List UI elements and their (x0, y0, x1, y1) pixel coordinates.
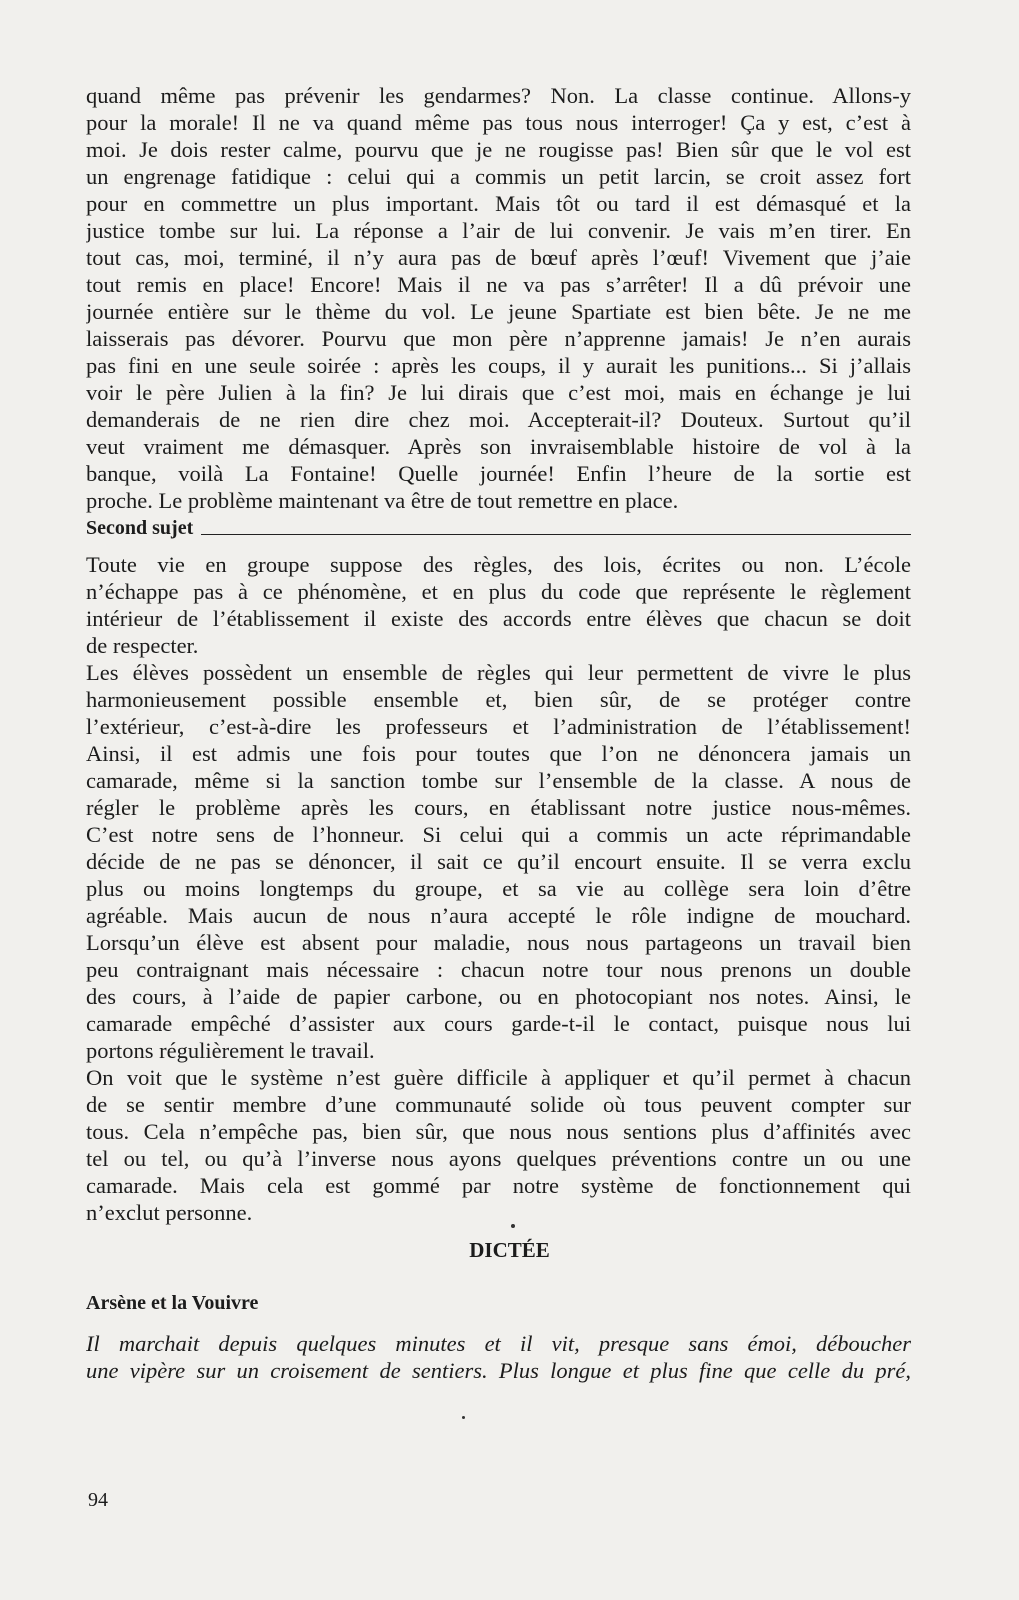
text-line: intérieur de l’établissement il existe des accords entre élèves que chacun se doit (86, 606, 911, 631)
second-subject-heading-row (86, 510, 911, 540)
text-line: Toute vie en groupe suppose des règles, des lois, écrites ou non. L’école (86, 552, 911, 577)
text-line: régler le problème après les cours, en établissant notre justice nous-mêmes. (86, 795, 911, 820)
second-subject-heading: Second sujet (86, 517, 194, 539)
text-line: quand même pas prévenir les gendarmes? Non. La classe continue. Allons-y (86, 83, 911, 108)
text-line: agréable. Mais aucun de nous n’aura accepté le rôle indigne de mouchard. (86, 903, 911, 928)
paragraph-second-subject (86, 551, 911, 1226)
text-line: C’est notre sens de l’honneur. Si celui qui a commis un acte réprimandable (86, 822, 911, 847)
text-line: n’exclut personne. (86, 1200, 253, 1225)
text-line: n’échappe pas à ce phénomène, et en plus du code que représente le règlement (86, 579, 911, 604)
text-line: plus ou moins longtemps du groupe, et sa vie au collège sera loin d’être (86, 876, 911, 901)
text-line: de respecter. (86, 633, 199, 658)
text-line: de se sentir membre d’une communauté solide où tous peuvent compter sur (86, 1092, 911, 1117)
text-line: moi. Je dois rester calme, pourvu que je ne rougisse pas! Bien sûr que le vol est (86, 137, 911, 162)
text-line: banque, voilà La Fontaine! Quelle journée! Enfin l’heure de la sortie est (86, 461, 911, 486)
heading-rule (201, 534, 911, 535)
text-line: Lorsqu’un élève est absent pour maladie, nous nous partageons un travail bien (86, 930, 911, 955)
text-line: portons régulièrement le travail. (86, 1038, 375, 1063)
text-line: peu contraignant mais nécessaire : chacun notre tour nous prenons un double (86, 957, 911, 982)
text-line: demanderais de ne rien dire chez moi. Accepterait-il? Douteux. Surtout qu’il (86, 407, 911, 432)
text-line: tout remis en place! Encore! Mais il ne va pas s’arrêter! Il a dû prévoir une (86, 272, 911, 297)
text-line: Ainsi, il est admis une fois pour toutes que l’on ne dénoncera jamais un (86, 741, 911, 766)
dictee-title: DICTÉE (469, 1238, 550, 1262)
text-line: Il marchait depuis quelques minutes et il vit, presque sans émoi, déboucher (86, 1331, 911, 1356)
text-line: camarade empêché d’assister aux cours garde-t-il le contact, puisque nous lui (86, 1011, 911, 1036)
text-line: pour en commettre un plus important. Mais tôt ou tard il est démasqué et la (86, 191, 911, 216)
text-line: Les élèves possèdent un ensemble de règles qui leur permettent de vivre le plus (86, 660, 911, 685)
text-line: justice tombe sur lui. La réponse a l’air de lui convenir. Je vais m’en tirer. En (86, 218, 911, 243)
dictee-subtitle: Arsène et la Vouivre (86, 1292, 259, 1314)
dictee-text (86, 1330, 911, 1384)
text-line: un engrenage fatidique : celui qui a commis un petit larcin, se croit assez fort (86, 164, 911, 189)
text-line: camarade, même si la sanction tombe sur l’ensemble de la classe. A nous de (86, 768, 911, 793)
paragraph-continuation (86, 82, 911, 514)
text-line: harmonieusement possible ensemble et, bien sûr, de se protéger contre (86, 687, 911, 712)
text-line: pas fini en une seule soirée : après les coups, il y aurait les punitions... Si j’allais (86, 353, 911, 378)
text-line: tout cas, moi, terminé, il n’y aura pas de bœuf après l’œuf! Vivement que j’aie (86, 245, 911, 270)
text-line: des cours, à l’aide de papier carbone, ou en photocopiant nos notes. Ainsi, le (86, 984, 911, 1009)
ornament-dot (511, 1224, 515, 1228)
text-line: tel ou tel, ou qu’à l’inverse nous ayons quelques préventions contre un ou une (86, 1146, 911, 1171)
ornament-dot-lower (462, 1416, 465, 1419)
page-number: 94 (88, 1489, 108, 1511)
text-line: laisserais pas dévorer. Pourvu que mon père n’apprenne jamais! Je n’en aurais (86, 326, 911, 351)
text-line: camarade. Mais cela est gommé par notre système de fonctionnement qui (86, 1173, 911, 1198)
text-line: pour la morale! Il ne va quand même pas tous nous interroger! Ça y est, c’est à (86, 110, 911, 135)
text-line: voir le père Julien à la fin? Je lui dirais que c’est moi, mais en échange je lui (86, 380, 911, 405)
text-line: proche. Le problème maintenant va être de tout remettre en place. (86, 488, 679, 513)
text-line: une vipère sur un croisement de sentiers. Plus longue et plus fine que celle du pré, (86, 1358, 911, 1383)
text-line: tous. Cela n’empêche pas, bien sûr, que nous nous sentions plus d’affinités avec (86, 1119, 911, 1144)
text-line: l’extérieur, c’est-à-dire les professeurs et l’administration de l’établissement! (86, 714, 911, 739)
text-line: décide de ne pas se dénoncer, il sait ce qu’il encourt ensuite. Il se verra exclu (86, 849, 911, 874)
text-line: journée entière sur le thème du vol. Le jeune Spartiate est bien bête. Je ne me (86, 299, 911, 324)
text-line: veut vraiment me démasquer. Après son invraisemblable histoire de vol à la (86, 434, 911, 459)
text-line: On voit que le système n’est guère difficile à appliquer et qu’il permet à chacun (86, 1065, 911, 1090)
